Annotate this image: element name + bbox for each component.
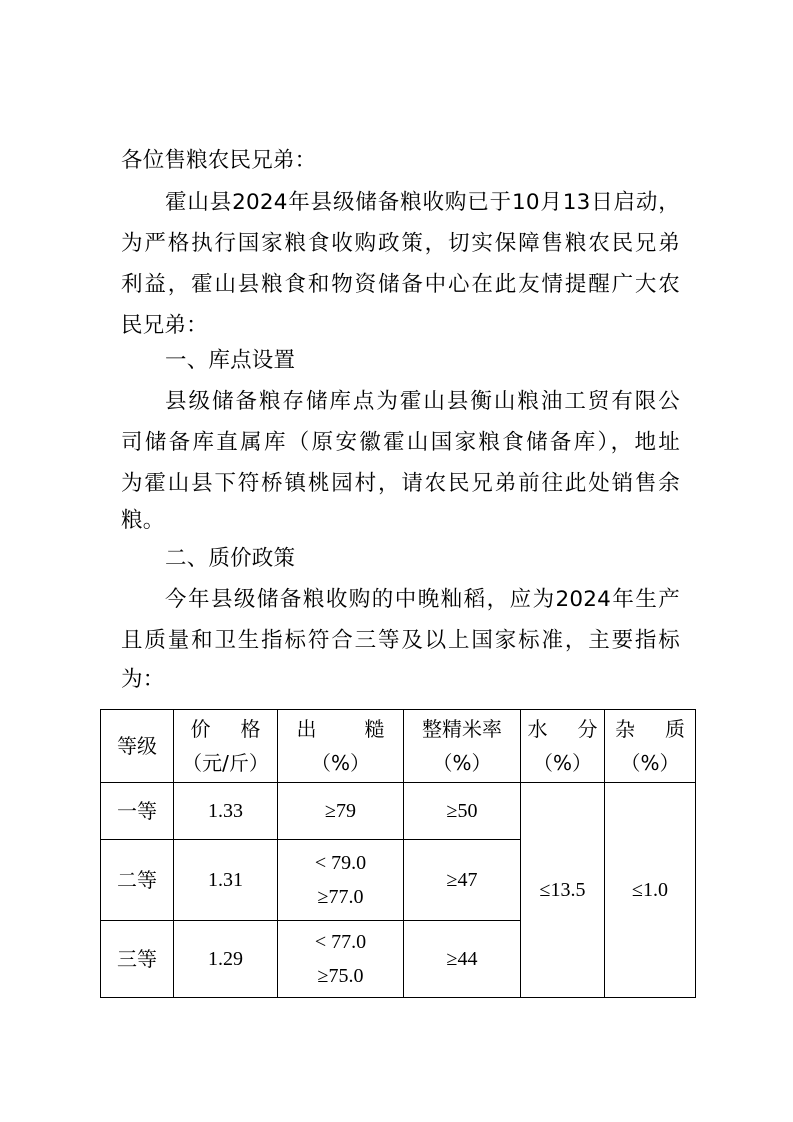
header-yield xyxy=(278,710,404,783)
price-cell: 1.33 xyxy=(174,783,278,840)
header-price-unit: （元/斤） xyxy=(182,751,269,775)
header-impurity xyxy=(605,710,696,783)
yield-lower-bound: ≥77.0 xyxy=(317,886,364,908)
yield-cell: ≥79 xyxy=(278,783,404,840)
grade-price-table xyxy=(100,709,696,998)
header-impurity-unit: （%） xyxy=(620,751,680,775)
header-yield-name: 出糙 xyxy=(296,717,385,741)
price-cell: 1.31 xyxy=(174,840,278,921)
grade-cell: 三等 xyxy=(101,921,174,998)
header-head-rice-name: 整精米率 xyxy=(422,717,502,741)
section-1-line-1: 县级储备粮存储库点为霍山县衡山粮油工贸有限公 xyxy=(165,389,680,414)
section-1-line-4: 粮。 xyxy=(121,508,165,533)
intro-line-3: 利益，霍山县粮食和物资储备中心在此友情提醒广大农 xyxy=(121,272,680,297)
intro-line-4: 民兄弟： xyxy=(121,313,208,338)
header-impurity-name: 杂质 xyxy=(615,717,685,741)
header-moisture-name: 水分 xyxy=(527,717,598,741)
moisture-cell: ≤13.5 xyxy=(521,783,605,998)
section-1-title: 一、库点设置 xyxy=(165,348,296,373)
yield-cell xyxy=(278,921,404,998)
table-header-row xyxy=(101,710,696,783)
table-row xyxy=(101,783,696,840)
header-moisture-unit: （%） xyxy=(532,751,592,775)
yield-cell xyxy=(278,840,404,921)
intro-line-2: 为严格执行国家粮食收购政策，切实保障售粮农民兄弟 xyxy=(121,231,680,256)
yield-upper-bound: < 77.0 xyxy=(314,931,367,953)
price-cell: 1.29 xyxy=(174,921,278,998)
yield-lower-bound: ≥75.0 xyxy=(317,965,364,987)
intro-line-1: 霍山县2024年县级储备粮收购已于10月13日启动， xyxy=(165,190,680,215)
header-price-name: 价格 xyxy=(190,717,261,741)
section-2-line-1: 今年县级储备粮收购的中晚籼稻，应为2024年生产 xyxy=(165,587,680,612)
greeting: 各位售粮农民兄弟： xyxy=(121,148,317,173)
head-rice-cell: ≥47 xyxy=(404,840,521,921)
yield-upper-bound: < 79.0 xyxy=(314,852,367,874)
impurity-cell: ≤1.0 xyxy=(605,783,696,998)
header-grade-label: 等级 xyxy=(117,734,157,758)
header-moisture xyxy=(521,710,605,783)
header-grade xyxy=(101,710,174,783)
grade-cell: 一等 xyxy=(101,783,174,840)
header-yield-unit: （%） xyxy=(310,751,370,775)
section-2-title: 二、质价政策 xyxy=(165,546,296,571)
header-price xyxy=(174,710,278,783)
section-1-line-3: 为霍山县下符桥镇桃园村，请农民兄弟前往此处销售余 xyxy=(121,471,680,496)
head-rice-cell: ≥50 xyxy=(404,783,521,840)
head-rice-cell: ≥44 xyxy=(404,921,521,998)
header-head-rice xyxy=(404,710,521,783)
section-1-line-2: 司储备库直属库（原安徽霍山国家粮食储备库），地址 xyxy=(121,430,680,455)
section-2-line-3: 为： xyxy=(121,667,165,692)
grade-cell: 二等 xyxy=(101,840,174,921)
header-head-rice-unit: （%） xyxy=(432,751,492,775)
section-2-line-2: 且质量和卫生指标符合三等及以上国家标准，主要指标 xyxy=(121,628,680,653)
